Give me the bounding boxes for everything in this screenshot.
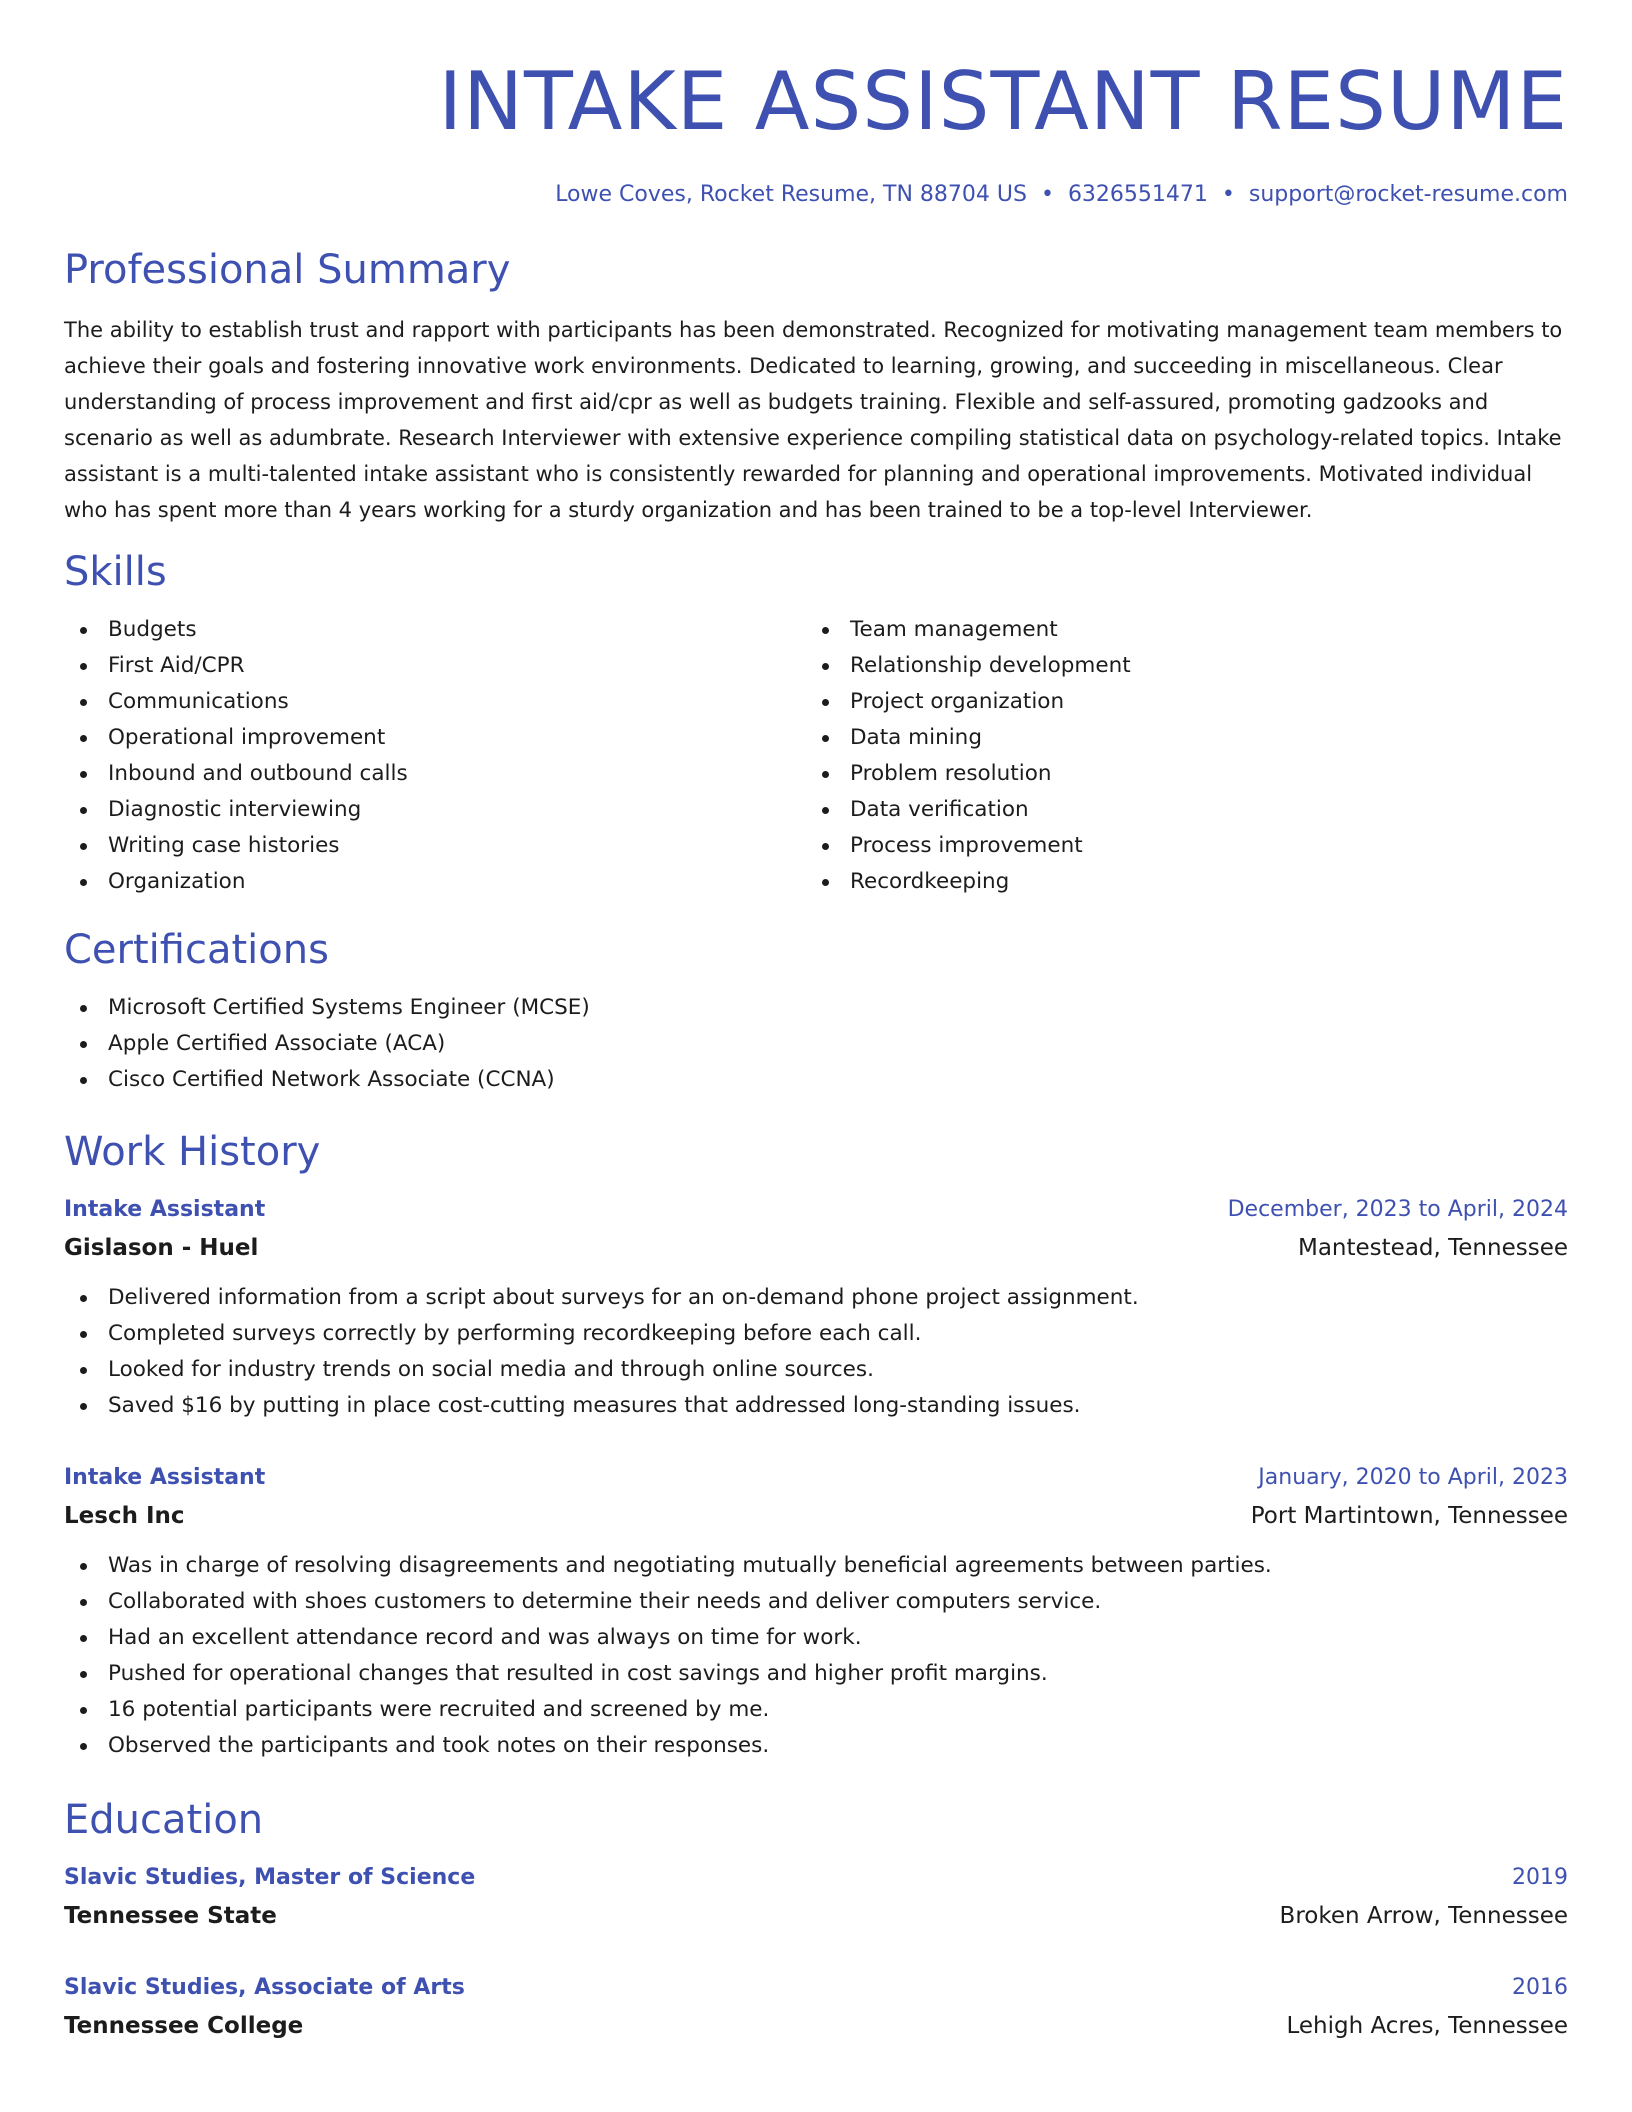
section-heading-certifications: Certifications — [64, 927, 329, 973]
job-bullet: Collaborated with shoes customers to determine their needs and deliver computers service. — [64, 1584, 1568, 1620]
job-company: Lesch Inc — [64, 1503, 185, 1529]
skill-item: Process improvement — [806, 828, 1548, 864]
contact-phone[interactable]: 6326551471 — [1067, 182, 1208, 207]
contact-address: Lowe Coves, Rocket Resume, TN 88704 US — [555, 182, 1027, 207]
skill-item: Operational improvement — [64, 720, 806, 756]
education-degree: Slavic Studies, Master of Science — [64, 1865, 476, 1890]
skills-list-right — [806, 612, 1548, 900]
skill-item: Relationship development — [806, 648, 1548, 684]
skill-item: Organization — [64, 864, 806, 900]
job-company: Gislason - Huel — [64, 1235, 259, 1261]
education-school-row — [64, 1896, 1568, 1936]
section-heading-education: Education — [64, 1797, 264, 1843]
skill-item: Project organization — [806, 684, 1548, 720]
certification-item: Microsoft Certified Systems Engineer (MCSE) — [64, 990, 1568, 1026]
education-location: Broken Arrow, Tennessee — [1279, 1903, 1568, 1929]
job-entry — [64, 1192, 1568, 1424]
job-location: Port Martintown, Tennessee — [1250, 1503, 1568, 1529]
education-school: Tennessee State — [64, 1903, 277, 1929]
job-bullet: Saved $16 by putting in place cost-cutting measures that addressed long-standing issues. — [64, 1388, 1568, 1424]
skill-item: First Aid/CPR — [64, 648, 806, 684]
education-location: Lehigh Acres, Tennessee — [1286, 2013, 1568, 2039]
contact-separator: • — [1040, 182, 1054, 207]
education-header-row — [64, 1860, 1568, 1896]
skill-item: Writing case histories — [64, 828, 806, 864]
education-header-row — [64, 1970, 1568, 2006]
job-dates: January, 2020 to April, 2023 — [1258, 1465, 1568, 1490]
skill-item: Recordkeeping — [806, 864, 1548, 900]
work-history-section — [64, 1126, 1568, 1764]
job-bullets — [64, 1280, 1568, 1424]
education-year: 2016 — [1512, 1975, 1568, 2000]
job-bullets — [64, 1548, 1568, 1764]
education-school: Tennessee College — [64, 2013, 304, 2039]
job-bullet: Delivered information from a script about surveys for an on-demand phone project assignment. — [64, 1280, 1568, 1316]
certification-item: Apple Certified Associate (ACA) — [64, 1026, 1568, 1062]
job-bullet: 16 potential participants were recruited and screened by me. — [64, 1692, 1568, 1728]
summary-text: The ability to establish trust and rapport with participants has been demonstrated. Recognized for motivating management team members to achieve their goals and fostering innovative work environments. Dedicated to learning, growing, and succeeding in miscellaneous. Clear understanding of process improvement and first aid/cpr as well as budgets training. Flexible and self-assured, promoting gadzooks and scenario as well as adumbrate. Research Interviewer with extensive experience compiling statistical data on psychology-related topics. Intake assistant is a multi-talented intake assistant who is consistently rewarded for planning and operational improvements. Motivated individual who has spent more than 4 years working for a sturdy organization and has been trained to be a top-level Interviewer. — [64, 318, 1563, 522]
job-header-row — [64, 1460, 1568, 1496]
skill-item: Team management — [806, 612, 1548, 648]
contact-line — [64, 180, 1568, 210]
skill-item: Diagnostic interviewing — [64, 792, 806, 828]
education-entry — [64, 1860, 1568, 1936]
education-degree: Slavic Studies, Associate of Arts — [64, 1975, 465, 2000]
skill-item: Communications — [64, 684, 806, 720]
skill-item: Budgets — [64, 612, 806, 648]
certifications-section — [64, 924, 1568, 1098]
education-section — [64, 1794, 1568, 2046]
job-bullet: Completed surveys correctly by performing recordkeeping before each call. — [64, 1316, 1568, 1352]
summary-section — [64, 244, 1568, 528]
certification-item: Cisco Certified Network Associate (CCNA) — [64, 1062, 1568, 1098]
job-dates: December, 2023 to April, 2024 — [1227, 1197, 1568, 1222]
education-school-row — [64, 2006, 1568, 2046]
contact-email[interactable]: support@rocket-resume.com — [1248, 182, 1568, 207]
skill-item: Inbound and outbound calls — [64, 756, 806, 792]
job-bullet: Looked for industry trends on social media and through online sources. — [64, 1352, 1568, 1388]
section-heading-summary: Professional Summary — [64, 247, 511, 293]
skills-columns — [64, 612, 1568, 900]
job-entry — [64, 1460, 1568, 1764]
skills-list-left — [64, 612, 806, 900]
skill-item: Data mining — [806, 720, 1548, 756]
job-bullet: Was in charge of resolving disagreements and negotiating mutually beneficial agreements between parties. — [64, 1548, 1568, 1584]
job-location: Mantestead, Tennessee — [1297, 1235, 1568, 1261]
job-company-row — [64, 1496, 1568, 1536]
skill-item: Problem resolution — [806, 756, 1548, 792]
education-year: 2019 — [1512, 1865, 1568, 1890]
resume-title: INTAKE ASSISTANT RESUME — [438, 55, 1568, 148]
skill-item: Data verification — [806, 792, 1548, 828]
education-entry — [64, 1970, 1568, 2046]
job-header-row — [64, 1192, 1568, 1228]
job-bullet: Pushed for operational changes that resulted in cost savings and higher profit margins. — [64, 1656, 1568, 1692]
job-company-row — [64, 1228, 1568, 1268]
skills-section — [64, 546, 1568, 900]
job-title: Intake Assistant — [64, 1465, 266, 1490]
job-bullet: Observed the participants and took notes on their responses. — [64, 1728, 1568, 1764]
job-title: Intake Assistant — [64, 1197, 266, 1222]
job-bullet: Had an excellent attendance record and was always on time for work. — [64, 1620, 1568, 1656]
section-heading-work-history: Work History — [64, 1129, 321, 1175]
section-heading-skills: Skills — [64, 549, 167, 595]
certifications-list — [64, 990, 1568, 1098]
contact-separator: • — [1221, 182, 1235, 207]
